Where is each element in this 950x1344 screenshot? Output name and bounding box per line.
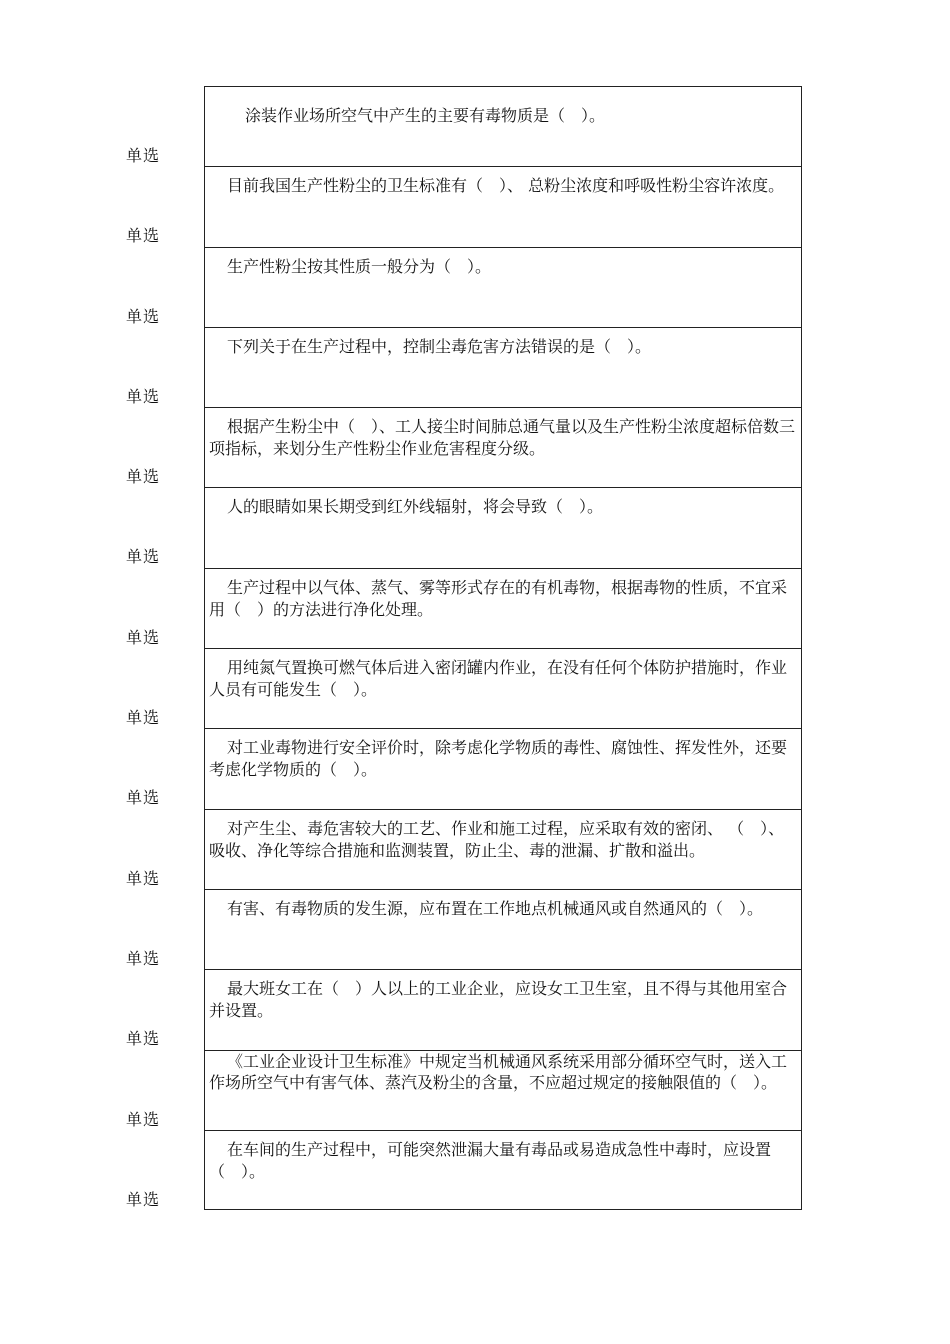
question-row	[0, 487, 950, 567]
question-text: 生产过程中以气体、蒸气、雾等形式存在的有机毒物，根据毒物的性质，不宜采用（ ）的方法进行净化处理。	[204, 568, 802, 648]
question-row	[0, 969, 950, 1049]
question-table	[0, 86, 950, 1210]
question-text: 对产生尘、毒危害较大的工艺、作业和施工过程，应采取有效的密闭、 （ ）、吸收、净化等综合措施和监测装置，防止尘、毒的泄漏、扩散和溢出。	[204, 809, 802, 889]
question-text: 《工业企业设计卫生标准》中规定当机械通风系统采用部分循环空气时，送入工作场所空气中有害气体、蒸汽及粉尘的含量，不应超过规定的接触限值的（ ）。	[204, 1050, 802, 1130]
question-row	[0, 247, 950, 327]
question-text: 最大班女工在（ ）人以上的工业企业，应设女工卫生室，且不得与其他用室合并设置。	[204, 969, 802, 1049]
question-row	[0, 166, 950, 246]
question-text: 用纯氮气置换可燃气体后进入密闭罐内作业，在没有任何个体防护措施时，作业人员有可能发生（ ）。	[204, 648, 802, 728]
question-text: 根据产生粉尘中（ ）、工人接尘时间肺总通气量以及生产性粉尘浓度超标倍数三项指标，来划分生产性粉尘作业危害程度分级。	[204, 407, 802, 487]
question-row	[0, 86, 950, 166]
question-row	[0, 568, 950, 648]
question-text: 下列关于在生产过程中，控制尘毒危害方法错误的是（ ）。	[204, 327, 802, 407]
question-row	[0, 728, 950, 808]
question-type-label: 单选	[126, 386, 161, 406]
question-type-label: 单选	[126, 306, 161, 326]
question-text: 目前我国生产性粉尘的卫生标准有（ ）、 总粉尘浓度和呼吸性粉尘容许浓度。	[204, 166, 802, 246]
question-row	[0, 809, 950, 889]
question-row	[0, 648, 950, 728]
question-type-label: 单选	[126, 146, 161, 165]
question-type-label: 单选	[126, 788, 161, 808]
question-type-label: 单选	[126, 1029, 161, 1049]
question-type-label: 单选	[126, 467, 161, 487]
question-type-label: 单选	[126, 948, 161, 968]
question-text: 对工业毒物进行安全评价时，除考虑化学物质的毒性、腐蚀性、挥发性外，还要考虑化学物质的（ ）。	[204, 728, 802, 808]
question-row	[0, 327, 950, 407]
question-type-label: 单选	[126, 1109, 161, 1129]
question-type-label: 单选	[126, 1189, 161, 1209]
question-text: 有害、有毒物质的发生源，应布置在工作地点机械通风或自然通风的（ ）。	[204, 889, 802, 969]
question-text: 人的眼睛如果长期受到红外线辐射，将会导致（ ）。	[204, 487, 802, 567]
question-text: 在车间的生产过程中，可能突然泄漏大量有毒品或易造成急性中毒时，应设置（ ）。	[204, 1130, 802, 1210]
question-text: 涂装作业场所空气中产生的主要有毒物质是（ ）。	[204, 86, 802, 166]
question-type-label: 单选	[126, 226, 161, 246]
question-row	[0, 1130, 950, 1210]
question-text: 生产性粉尘按其性质一般分为（ ）。	[204, 247, 802, 327]
question-row	[0, 1050, 950, 1130]
question-row	[0, 889, 950, 969]
question-type-label: 单选	[126, 708, 161, 728]
question-type-label: 单选	[126, 547, 161, 567]
question-row	[0, 407, 950, 487]
question-type-label: 单选	[126, 627, 161, 647]
question-type-label: 单选	[126, 868, 161, 888]
